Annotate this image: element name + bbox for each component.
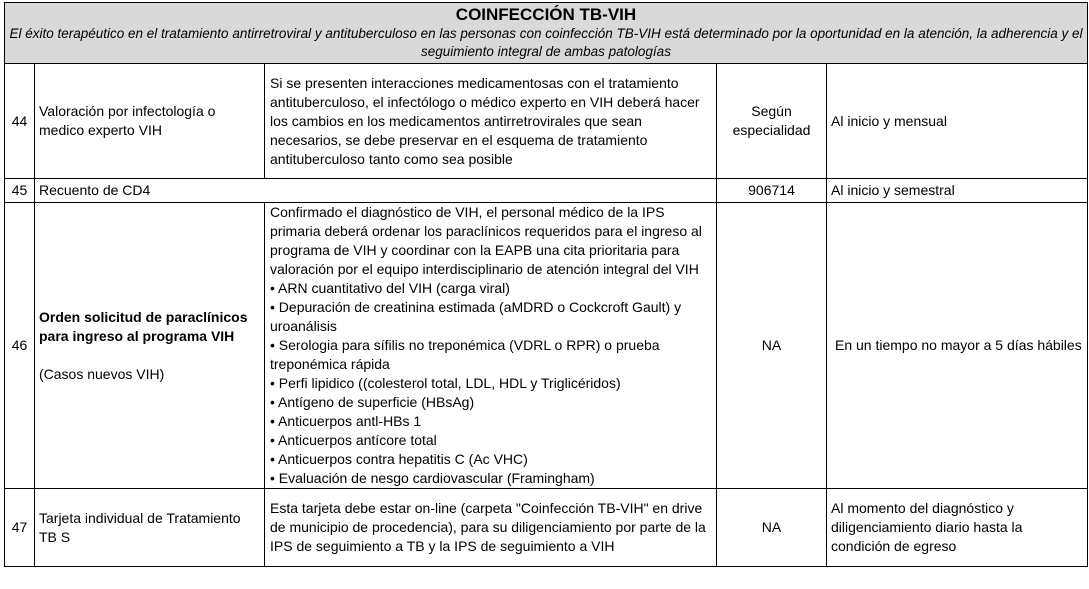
- list-item: • Anticuerpos antícore total: [270, 432, 437, 448]
- table-row: [5, 64, 1088, 179]
- table-row: [5, 179, 1088, 203]
- table-row: [5, 203, 1088, 489]
- list-item: • Depuración de creatinina estimada (aMDRD o Cockcroft Gault) y uroanálisis: [270, 299, 682, 334]
- row-activity: Tarjeta individual de Tratamiento TB S: [35, 489, 265, 567]
- row-description: Esta tarjeta debe estar on-line (carpeta "Coinfección TB-VIH" en drive de municipio de procedencia), para su diligenciamiento por parte de la IPS de seguimiento a TB y la IPS de seguimiento a VIH: [265, 489, 717, 567]
- row-frequency: Al inicio y semestral: [827, 179, 1088, 203]
- row-activity-cell: [35, 203, 265, 489]
- row-activity: Recuento de CD4: [35, 179, 717, 203]
- row-code: 906714: [717, 179, 827, 203]
- row-activity: Valoración por infectología o medico experto VIH: [35, 64, 265, 179]
- table-header-row: [5, 3, 1088, 64]
- row-code: NA: [717, 489, 827, 567]
- table-row: [5, 489, 1088, 567]
- row-code: Según especialidad: [717, 64, 827, 179]
- list-item: • ARN cuantitativo del VIH (carga viral): [270, 280, 510, 296]
- row-frequency: Al inicio y mensual: [827, 64, 1088, 179]
- list-item: • Anticuerpos contra hepatitis C (Ac VHC): [270, 451, 528, 467]
- row-frequency: Al momento del diagnóstico y diligenciamiento diario hasta la condición de egreso: [827, 489, 1088, 567]
- row-description: Si se presenten interacciones medicamentosas con el tratamiento antituberculoso, el infectólogo o médico experto en VIH deberá hacer los cambios en los medicamentos antirretrovirales que sean necesarios, se debe preservar en el esquema de tratamiento antituberculoso tanto como sea posible: [265, 64, 717, 179]
- list-item: • Evaluación de nesgo cardiovascular (Framingham): [270, 470, 595, 486]
- row-description: [265, 203, 717, 489]
- row-number: 44: [5, 64, 35, 179]
- list-item: • Perfi lipidico ((colesterol total, LDL, HDL y Triglicéridos): [270, 375, 621, 391]
- row-code: NA: [717, 203, 827, 489]
- row-description-intro: Confirmado el diagnóstico de VIH, el personal médico de la IPS primaria deberá ordenar los paraclínicos requeridos para el ingreso al programa de VIH y coordinar con la EAPB una cita prioritaria para valoración por el equipo interdisciplinario de atención integral del VIH: [270, 204, 702, 277]
- coinfection-table: [4, 2, 1088, 567]
- row-number: 46: [5, 203, 35, 489]
- table-subtitle: El éxito terapéutico en el tratamiento antirretroviral y antituberculoso en las personas con coinfección TB-VIH está determinado por la oportunidad en la atención, la adherencia y el seguimiento integral de ambas patologías: [9, 26, 1083, 59]
- row-frequency: En un tiempo no mayor a 5 días hábiles: [827, 203, 1088, 489]
- row-number: 45: [5, 179, 35, 203]
- row-number: 47: [5, 489, 35, 567]
- row-activity-note: (Casos nuevos VIH): [39, 365, 165, 382]
- row-activity: Orden solicitud de paraclínicos para ingreso al programa VIH: [39, 308, 248, 344]
- list-item: • Serologia para sífilis no treponémica (VDRL o RPR) o prueba treponémica rápida: [270, 337, 660, 372]
- table-header: [5, 3, 1088, 64]
- table-title: COINFECCIÓN TB-VIH: [455, 5, 637, 24]
- list-item: • Anticuerpos antl-HBs 1: [270, 413, 422, 429]
- list-item: • Antígeno de superficie (HBsAg): [270, 394, 475, 410]
- row-activity-gap: [39, 346, 260, 365]
